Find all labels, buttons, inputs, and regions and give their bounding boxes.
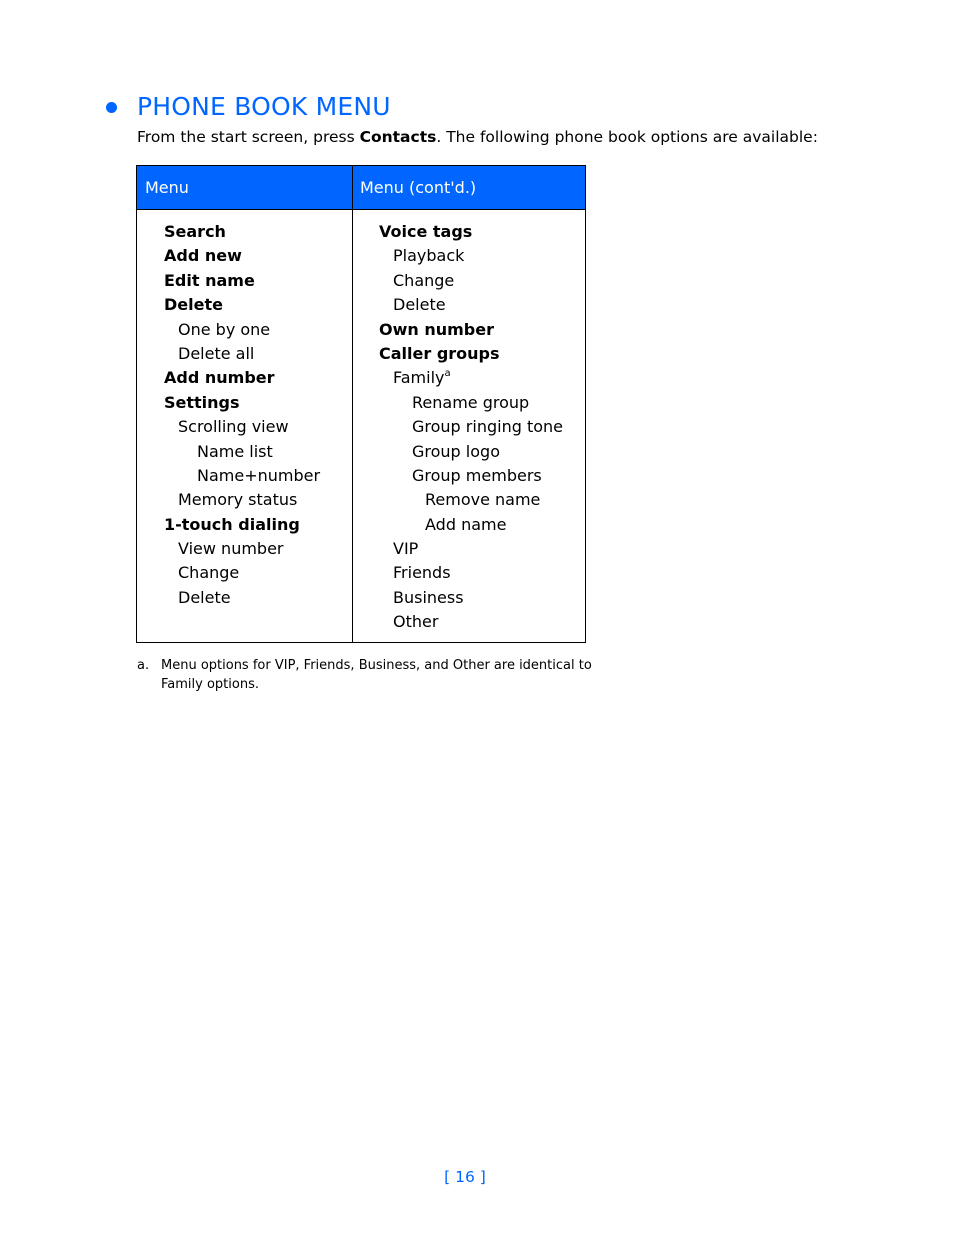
bullet-icon (106, 102, 117, 113)
menu-item (164, 586, 320, 610)
menu-item-label: 1-touch dialing (164, 514, 300, 534)
menu-item-label: Edit name (164, 270, 255, 290)
menu-item-label: Settings (164, 392, 240, 412)
menu-item (379, 537, 563, 561)
menu-item (164, 293, 320, 317)
menu-item (379, 586, 563, 610)
menu-item-label: Change (178, 563, 240, 583)
menu-item-label: Delete all (178, 343, 255, 363)
header-menu: Menu (145, 178, 189, 197)
header-menu-contd: Menu (cont'd.) (360, 178, 477, 197)
menu-item (164, 366, 320, 390)
menu-item (164, 537, 320, 561)
column-divider (352, 166, 353, 642)
menu-item-label: Name list (197, 441, 273, 461)
menu-item (379, 220, 563, 244)
menu-item-label: Business (393, 587, 464, 607)
menu-item-label: Add number (164, 368, 275, 388)
menu-item-label: Friends (393, 563, 451, 583)
menu-item-label: Add name (425, 514, 507, 534)
menu-item (164, 391, 320, 415)
menu-item-label: View number (178, 539, 284, 559)
menu-item-label: Playback (393, 246, 465, 266)
menu-item-label: Change (393, 270, 455, 290)
page-title: PHONE BOOK MENU (137, 91, 391, 121)
intro-contacts-keyword: Contacts (359, 128, 437, 146)
footnote-mark: a. (137, 658, 150, 673)
menu-item-label: Family (393, 368, 445, 388)
menu-item (379, 415, 563, 439)
menu-item (379, 513, 563, 537)
menu-item (164, 342, 320, 366)
menu-item (379, 293, 563, 317)
menu-item (379, 366, 563, 390)
menu-item-label: Memory status (178, 490, 298, 510)
menu-item (379, 440, 563, 464)
menu-item (379, 391, 563, 415)
menu-item (164, 220, 320, 244)
footnote-text: Menu options for VIP, Friends, Business, and Other are identical to Family options. (161, 658, 592, 692)
menu-item-label: Delete (393, 295, 446, 315)
page-number: [ 16 ] (444, 1168, 486, 1186)
menu-column-left (164, 220, 320, 610)
menu-item-label: One by one (178, 319, 271, 339)
menu-item (379, 464, 563, 488)
menu-item-label: Voice tags (379, 222, 473, 241)
menu-item (379, 318, 563, 342)
menu-item-label: Group members (412, 465, 542, 485)
menu-item-label: Rename group (412, 392, 530, 412)
menu-item-label: Delete (164, 295, 223, 315)
menu-item-label: Other (393, 612, 439, 632)
menu-item-label: Group logo (412, 441, 500, 461)
menu-item (379, 269, 563, 293)
menu-item (164, 464, 320, 488)
menu-item (379, 342, 563, 366)
section-heading (106, 88, 391, 124)
intro-paragraph (137, 126, 818, 148)
phone-book-menu-table (136, 165, 586, 643)
menu-item (164, 561, 320, 585)
menu-item-label: Search (164, 222, 226, 241)
menu-column-right (379, 220, 563, 635)
intro-prefix: From the start screen, press (137, 128, 360, 146)
menu-item-label: Scrolling view (178, 417, 289, 437)
menu-item (379, 488, 563, 512)
menu-item (164, 318, 320, 342)
menu-item (379, 244, 563, 268)
menu-item-label: Remove name (425, 490, 541, 510)
menu-item (164, 513, 320, 537)
menu-item (164, 440, 320, 464)
menu-item-label: Own number (379, 319, 494, 339)
menu-item (379, 561, 563, 585)
menu-item-label: Group ringing tone (412, 417, 563, 437)
menu-item (164, 488, 320, 512)
footnote-reference: a (444, 368, 451, 380)
menu-item (164, 415, 320, 439)
footnote (137, 656, 601, 694)
menu-item-label: Delete (178, 587, 231, 607)
menu-item-label: Add new (164, 246, 242, 266)
intro-suffix: . The following phone book options are available: (436, 128, 818, 146)
menu-item (164, 244, 320, 268)
menu-item (164, 269, 320, 293)
menu-item (379, 610, 563, 634)
menu-item-label: Name+number (197, 465, 321, 485)
menu-item-label: Caller groups (379, 343, 500, 363)
menu-item-label: VIP (393, 539, 419, 559)
